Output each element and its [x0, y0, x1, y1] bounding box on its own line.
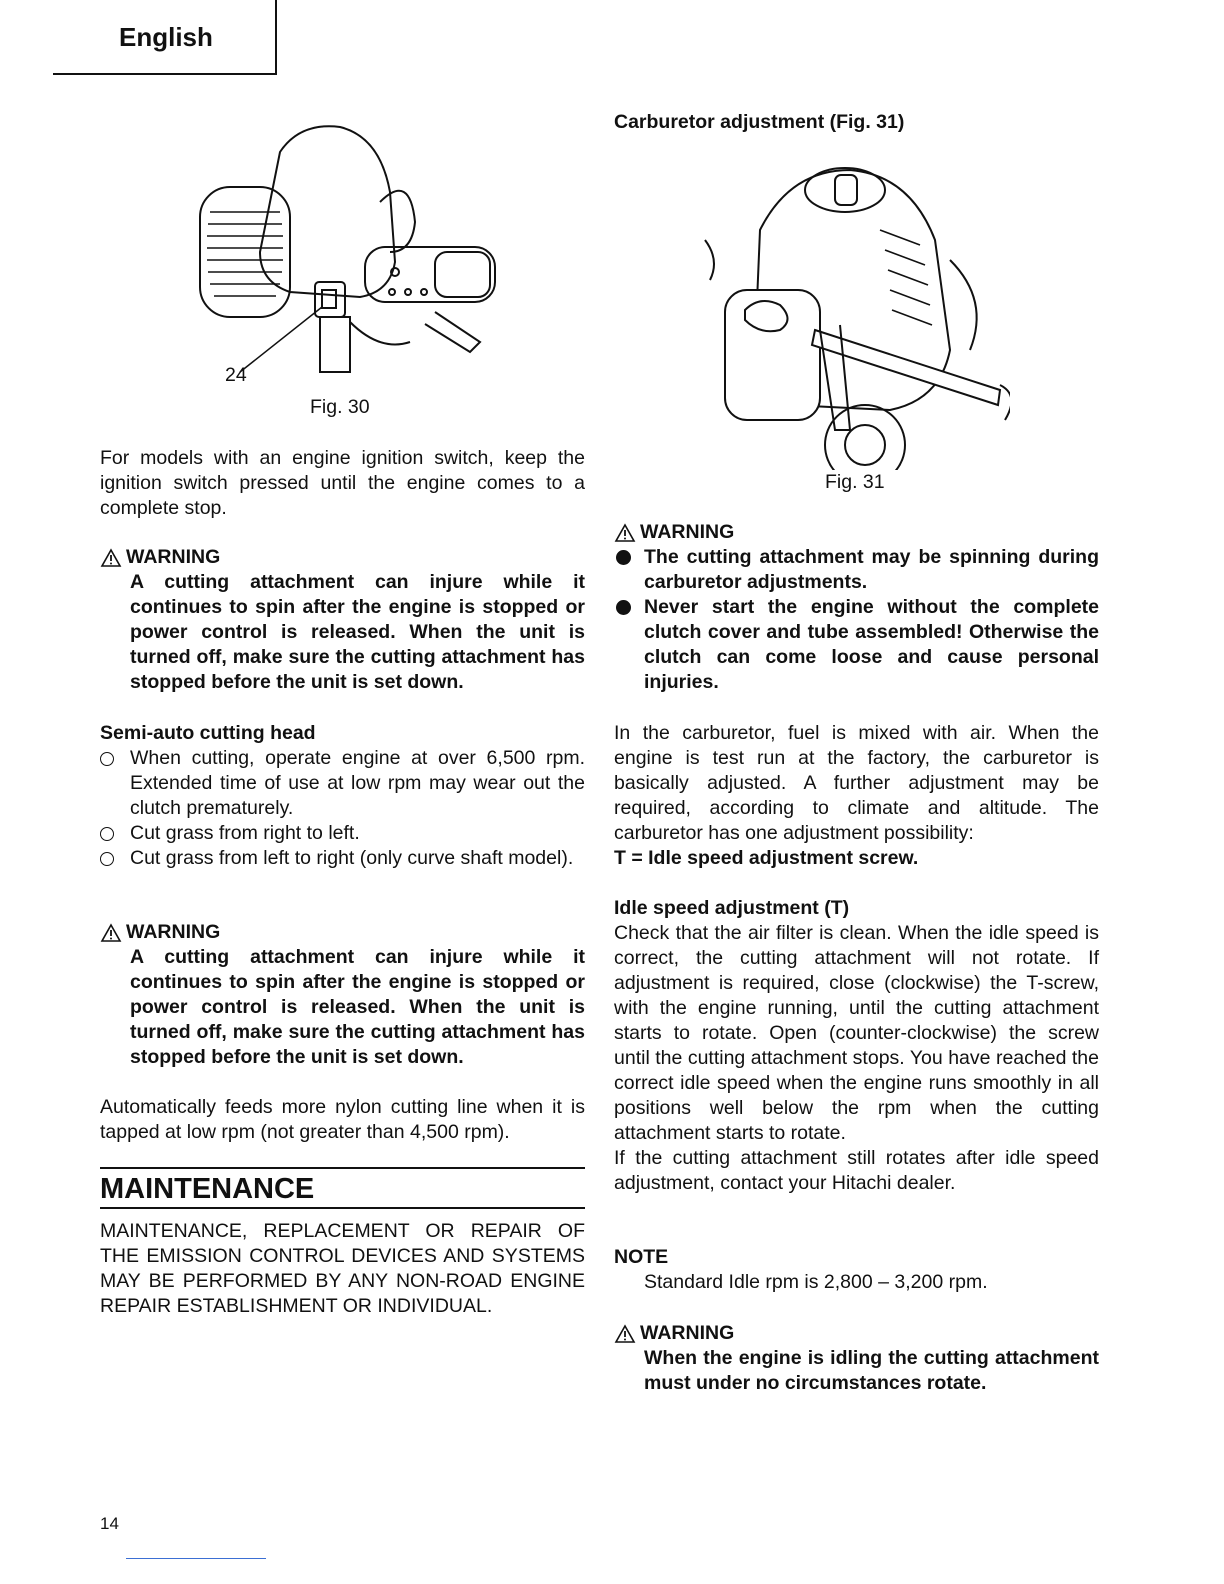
- footer-line: [126, 1558, 266, 1559]
- idle-section: [614, 896, 1099, 1196]
- warning-box-2: [100, 920, 585, 1070]
- ignition-text: For models with an engine ignition switch, keep the ignition switch pressed until the engine comes to a complete stop.: [100, 447, 585, 519]
- warning-list: [614, 545, 1099, 695]
- warning-title: WARNING: [640, 1322, 735, 1344]
- list-item: Cut grass from right to left.: [100, 821, 585, 846]
- note-section: [614, 1245, 1099, 1295]
- fig30-illustration: [180, 112, 520, 392]
- warning-box-3: [614, 520, 1099, 695]
- warning-text: When the engine is idling the cutting attachment must under no circumstances rotate.: [644, 1347, 1099, 1394]
- warning-triangle-icon: [100, 548, 122, 568]
- warning-triangle-icon: [614, 1324, 636, 1344]
- carburetor-text: In the carburetor, fuel is mixed with air. When the engine is test run at the factory, the carburetor is basically adjusted. A further adjustment may be required, according to climate and altitude. The carburetor has one adjustment possibility:: [614, 722, 1099, 844]
- idle-text: Check that the air filter is clean. When the idle speed is correct, the cutting attachment will not rotate. If adjustment is required, close (clockwise) the T-screw, with the engine running, until the cutting attachment starts to rotate. Open (counter-clockwise) the screw until the cutting attachment stops. You have reached the correct idle speed when the engine runs smoothly in all positions well below the rpm when the cutting attachment starts to rotate.: [614, 922, 1099, 1144]
- language-label: English: [119, 22, 213, 52]
- semi-auto-section: [100, 721, 585, 871]
- list-item: When cutting, operate engine at over 6,500 rpm. Extended time of use at low rpm may wear out the clutch prematurely.: [100, 746, 585, 821]
- maintenance-title: MAINTENANCE: [100, 1173, 315, 1205]
- divider: [100, 1207, 585, 1209]
- warning-box-1: [100, 545, 585, 695]
- warning-text: A cutting attachment can injure while it continues to spin after the engine is stopped or power control is released. When the unit is turned off, make sure the cutting attachment has stopped before the unit is set down.: [130, 946, 585, 1068]
- t-screw-text: T = Idle speed adjustment screw.: [614, 847, 919, 869]
- fig30-callout: 24: [225, 364, 247, 386]
- semi-auto-heading: Semi-auto cutting head: [100, 722, 316, 744]
- warning-box-4: [614, 1321, 1099, 1396]
- warning-title: WARNING: [640, 521, 735, 543]
- list-item: The cutting attachment may be spinning during carburetor adjustments.: [614, 545, 1099, 595]
- warning-text: A cutting attachment can injure while it continues to spin after the engine is stopped or power control is released. When the unit is turned off, make sure the cutting attachment has stopped before the unit is set down.: [130, 571, 585, 693]
- list-item: Never start the engine without the complete clutch cover and tube assembled! Otherwise the clutch can come loose and cause personal injuries.: [614, 595, 1099, 695]
- note-title: NOTE: [614, 1246, 669, 1268]
- list-item: Cut grass from left to right (only curve shaft model).: [100, 846, 585, 871]
- maintenance-text: MAINTENANCE, REPLACEMENT OR REPAIR OF THE EMISSION CONTROL DEVICES AND SYSTEMS MAY BE PERFORMED BY ANY NON-ROAD ENGINE REPAIR ESTABLISHMENT OR INDIVIDUAL.: [100, 1220, 585, 1317]
- warning-triangle-icon: [614, 523, 636, 543]
- fig31-illustration: [700, 150, 1010, 470]
- warning-triangle-icon: [100, 923, 122, 943]
- dealer-text: If the cutting attachment still rotates after idle speed adjustment, contact your Hitachi dealer.: [614, 1147, 1099, 1194]
- language-tab: [53, 0, 277, 75]
- fig31-label: Fig. 31: [825, 471, 885, 493]
- note-text: Standard Idle rpm is 2,800 – 3,200 rpm.: [644, 1271, 988, 1293]
- page-number: 14: [100, 1514, 119, 1533]
- divider: [100, 1167, 585, 1169]
- warning-title: WARNING: [126, 921, 221, 943]
- semi-auto-list: [100, 746, 585, 871]
- idle-heading: Idle speed adjustment (T): [614, 897, 850, 919]
- warning-title: WARNING: [126, 546, 221, 568]
- auto-feed-text: Automatically feeds more nylon cutting line when it is tapped at low rpm (not greater than 4,500 rpm).: [100, 1096, 585, 1143]
- carburetor-heading: Carburetor adjustment (Fig. 31): [614, 111, 905, 133]
- fig30-label: Fig. 30: [310, 396, 370, 418]
